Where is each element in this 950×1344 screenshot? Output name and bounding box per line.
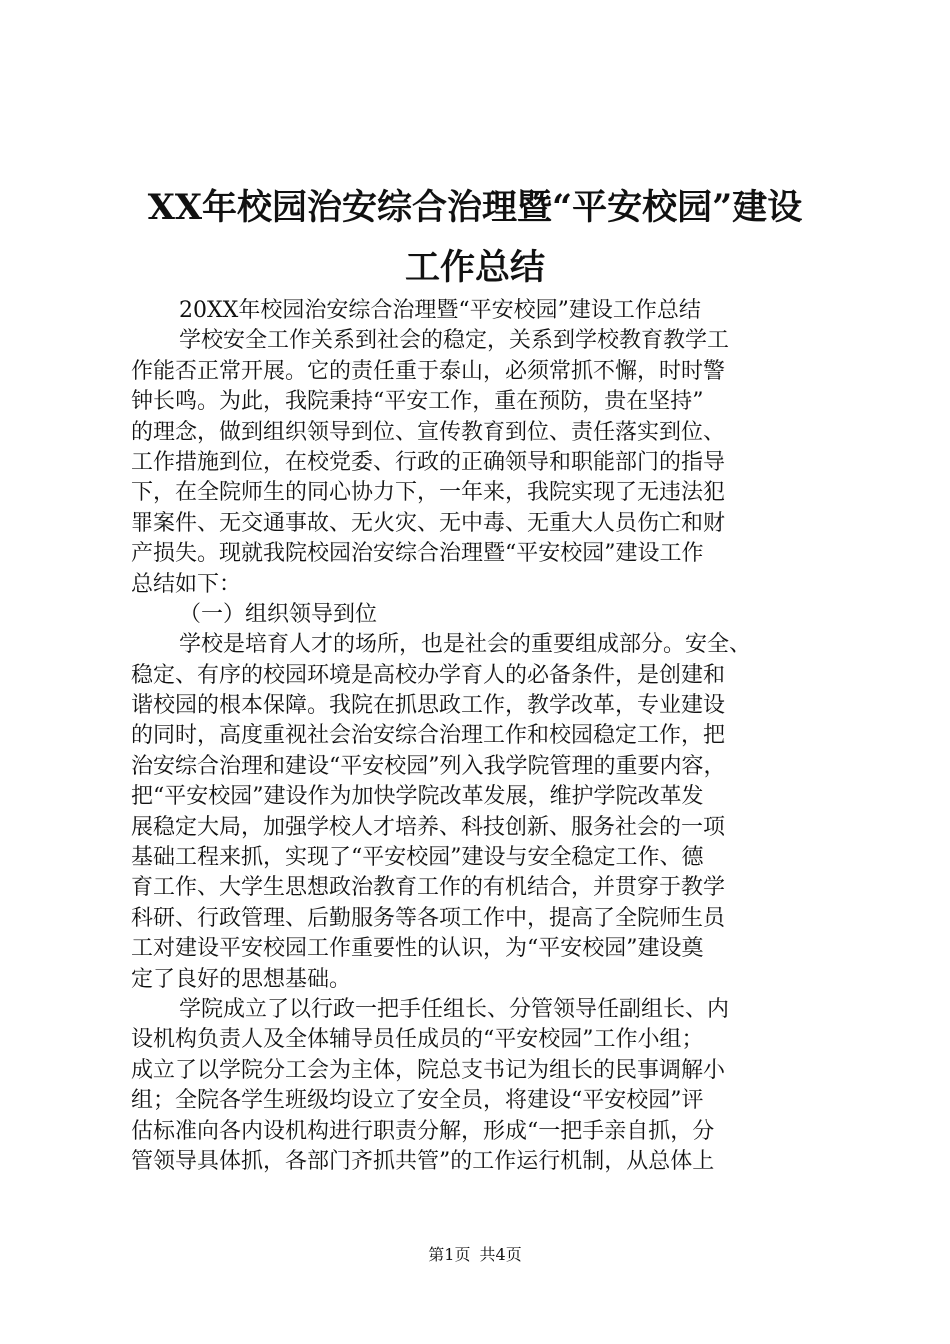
document-title-line-2: 工作总结 bbox=[404, 247, 545, 288]
body-line: 成立了以学院分工会为主体，院总支书记为组长的民事调解小 bbox=[131, 1057, 726, 1083]
body-line: 稳定、有序的校园环境是高校办学育人的必备条件，是创建和 bbox=[131, 662, 726, 688]
document-body bbox=[131, 296, 831, 1177]
body-line: 组；全院各学生班级均设立了安全员，将建设“平安校园”评 bbox=[131, 1088, 704, 1114]
page-total: 共4页 bbox=[479, 1245, 522, 1264]
body-line: 育工作、大学生思想政治教育工作的有机结合，并贯穿于教学 bbox=[131, 875, 726, 901]
body-line: 工作措施到位，在校党委、行政的正确领导和职能部门的指导 bbox=[131, 449, 726, 475]
body-line: 展稳定大局，加强学校人才培养、科技创新、服务社会的一项 bbox=[131, 814, 726, 840]
body-line: 估标准向各内设机构进行职责分解，形成“一把手亲自抓，分 bbox=[131, 1118, 715, 1144]
body-line: 治安综合治理和建设“平安校园”列入我学院管理的重要内容， bbox=[131, 753, 726, 779]
body-line: 钟长鸣。为此，我院秉持“平安工作，重在预防，贵在坚持” bbox=[131, 389, 704, 415]
body-line: 管领导具体抓，各部门齐抓共管”的工作运行机制，从总体上 bbox=[131, 1148, 715, 1174]
body-line: 谐校园的根本保障。我院在抓思政工作，教学改革，专业建设 bbox=[131, 693, 726, 719]
document-title-line-1: XX年校园治安综合治理暨“平安校园”建设 bbox=[147, 187, 803, 228]
body-line: 学校安全工作关系到社会的稳定，关系到学校教育教学工 bbox=[179, 328, 730, 354]
body-line: 学院成立了以行政一把手任组长、分管领导任副组长、内 bbox=[179, 996, 730, 1022]
body-line: 的同时，高度重视社会治安综合治理工作和校园稳定工作，把 bbox=[131, 723, 726, 749]
body-line: 学校是培育人才的场所，也是社会的重要组成部分。安全、 bbox=[179, 632, 752, 658]
body-line: 把“平安校园”建设作为加快学院改革发展，维护学院改革发 bbox=[131, 784, 704, 810]
body-line: （一）组织领导到位 bbox=[179, 601, 378, 627]
body-line: 下，在全院师生的同心协力下，一年来，我院实现了无违法犯 bbox=[131, 480, 726, 506]
body-line: 基础工程来抓，实现了“平安校园”建设与安全稳定工作、德 bbox=[131, 845, 704, 871]
page-footer bbox=[0, 1245, 950, 1265]
body-line: 设机构负责人及全体辅导员任成员的“平安校园”工作小组； bbox=[131, 1027, 704, 1053]
body-line: 的理念，做到组织领导到位、宣传教育到位、责任落实到位、 bbox=[131, 419, 726, 445]
body-line: 作能否正常开展。它的责任重于泰山，必须常抓不懈，时时警 bbox=[131, 358, 726, 384]
body-line: 工对建设平安校园工作重要性的认识，为“平安校园”建设奠 bbox=[131, 936, 704, 962]
body-line: 总结如下： bbox=[131, 571, 242, 597]
body-line: 罪案件、无交通事故、无火灾、无中毒、无重大人员伤亡和财 bbox=[131, 510, 726, 536]
page-number: 第1页 bbox=[428, 1245, 471, 1264]
body-line: 产损失。现就我院校园治安综合治理暨“平安校园”建设工作 bbox=[131, 541, 704, 567]
body-line: 科研、行政管理、后勤服务等各项工作中，提高了全院师生员 bbox=[131, 905, 726, 931]
body-line: 定了良好的思想基础。 bbox=[131, 966, 352, 992]
body-line: 20XX年校园治安综合治理暨“平安校园”建设工作总结 bbox=[179, 298, 701, 323]
